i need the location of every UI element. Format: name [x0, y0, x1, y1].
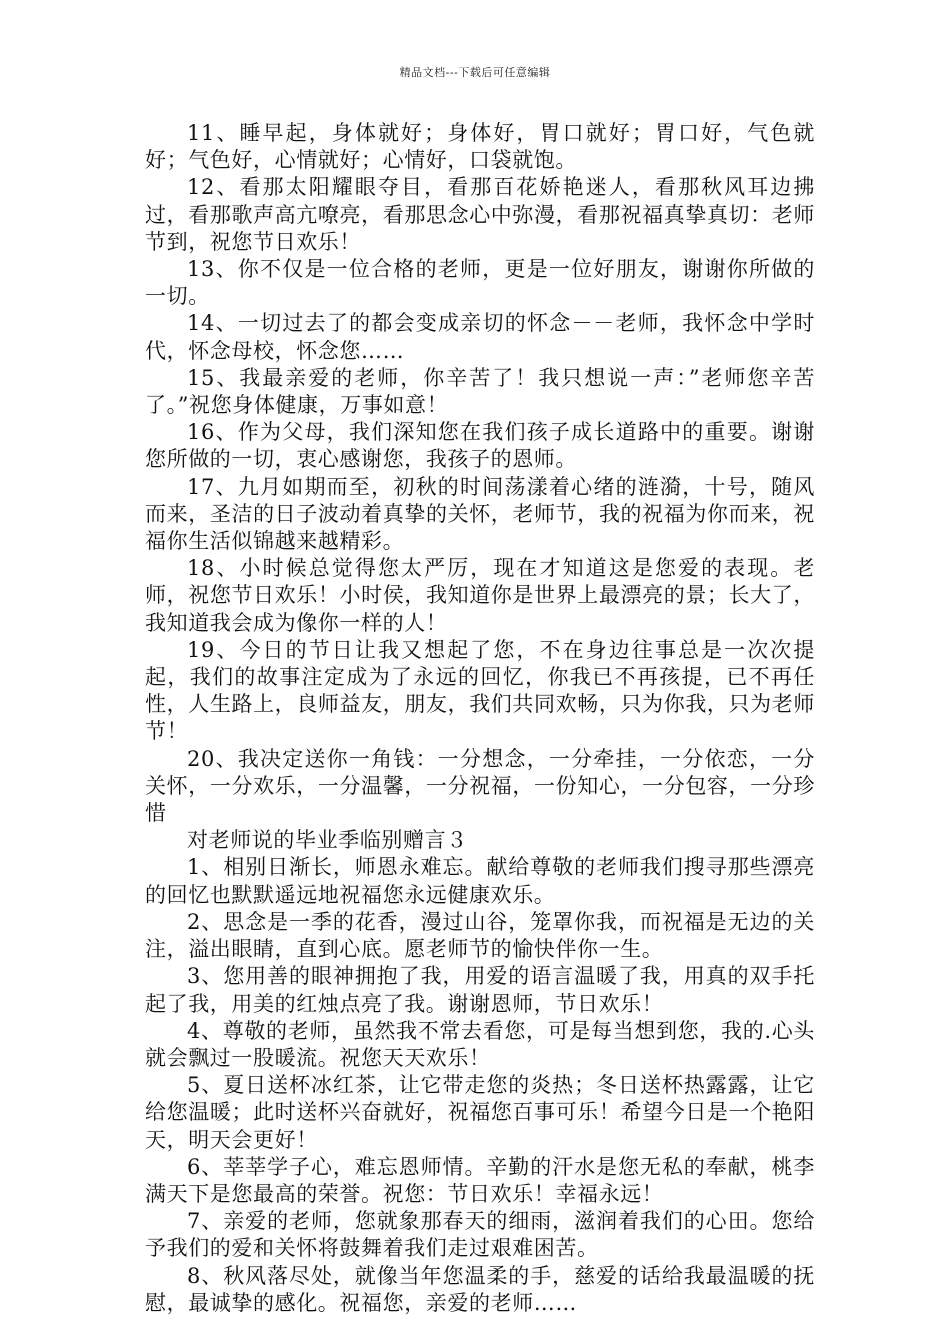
paragraph: 2、思念是一季的花香，漫过山谷，笼罩你我，而祝福是无边的关注，溢出眼睛，直到心底。愿老师节的愉快伴你一生。	[145, 909, 815, 962]
paragraph: 16、作为父母，我们深知您在我们孩子成长道路中的重要。谢谢您所做的一切，衷心感谢您，我孩子的恩师。	[145, 420, 815, 472]
page-header: 精品文档---下载后可任意编辑	[399, 66, 551, 79]
paragraph: 13、你不仅是一位合格的老师，更是一位好朋友，谢谢你所做的一切。	[145, 257, 815, 309]
paragraph: 17、九月如期而至，初秋的时间荡漾着心绪的涟漪，十号，随风而来，圣洁的日子波动着真挚的关怀，老师节，我的祝福为你而来，祝福你生活似锦越来越精彩。	[145, 474, 815, 554]
paragraph: 18、小时候总觉得您太严厉，现在才知道这是您爱的表现。老师，祝您节日欢乐！小时侯，我知道你是世界上最漂亮的景；长大了，我知道我会成为像你一样的人！	[145, 556, 815, 635]
paragraph: 8、秋风落尽处，就像当年您温柔的手，慈爱的话给我最温暖的抚慰，最诚挚的感化。祝福您，亲爱的老师……	[145, 1263, 815, 1315]
section-heading: 对老师说的毕业季临别赠言３	[187, 828, 468, 853]
paragraph: 5、夏日送杯冰红茶，让它带走您的炎热；冬日送杯热露露，让它给您温暖；此时送杯兴奋就好，祝福您百事可乐！希望今日是一个艳阳天，明天会更好！	[145, 1073, 815, 1152]
paragraph: 12、看那太阳耀眼夺目，看那百花娇艳迷人，看那秋风耳边拂过，看那歌声高亢嘹亮，看那思念心中弥漫，看那祝福真挚真切：老师节到，祝您节日欢乐！	[145, 175, 815, 254]
paragraph: 11、睡早起，身体就好；身体好，胃口就好；胃口好，气色就好；气色好，心情就好；心情好，口袋就饱。	[145, 121, 815, 173]
paragraph: 15、我最亲爱的老师，你辛苦了！我只想说一声：”老师您辛苦了。”祝您身体健康，万事如意！	[145, 365, 815, 418]
paragraph: 6、莘莘学子心，难忘恩师情。辛勤的汗水是您无私的奉献，桃李满天下是您最高的荣誉。祝您：节日欢乐！幸福永远！	[145, 1154, 815, 1206]
paragraph: 19、今日的节日让我又想起了您，不在身边往事总是一次次提起，我们的故事注定成为了永远的回忆，你我已不再孩提，已不再任性，人生路上，良师益友，朋友，我们共同欢畅，只为你我，只为老师节！	[145, 637, 815, 744]
paragraph: 1、相别日渐长，师恩永难忘。献给尊敬的老师我们搜寻那些漂亮的回忆也默默遥远地祝福您永远健康欢乐。	[145, 855, 815, 907]
paragraph: 3、您用善的眼神拥抱了我，用爱的语言温暖了我，用真的双手托起了我，用美的红烛点亮了我。谢谢恩师，节日欢乐！	[145, 964, 815, 1016]
paragraph: 20、我决定送你一角钱：一分想念，一分牵挂，一分依恋，一分关怀，一分欢乐，一分温馨，一分祝福，一份知心，一分包容，一分珍惜	[145, 746, 815, 826]
paragraph: 4、尊敬的老师，虽然我不常去看您，可是每当想到您，我的.心头就会飘过一股暖流。祝您天天欢乐！	[145, 1018, 815, 1070]
paragraph: 7、亲爱的老师，您就象那春天的细雨，滋润着我们的心田。您给予我们的爱和关怀将鼓舞着我们走过艰难困苦。	[145, 1209, 815, 1261]
paragraph: 14、一切过去了的都会变成亲切的怀念－－老师，我怀念中学时代，怀念母校，怀念您……	[145, 311, 815, 363]
document-body	[145, 120, 815, 1317]
